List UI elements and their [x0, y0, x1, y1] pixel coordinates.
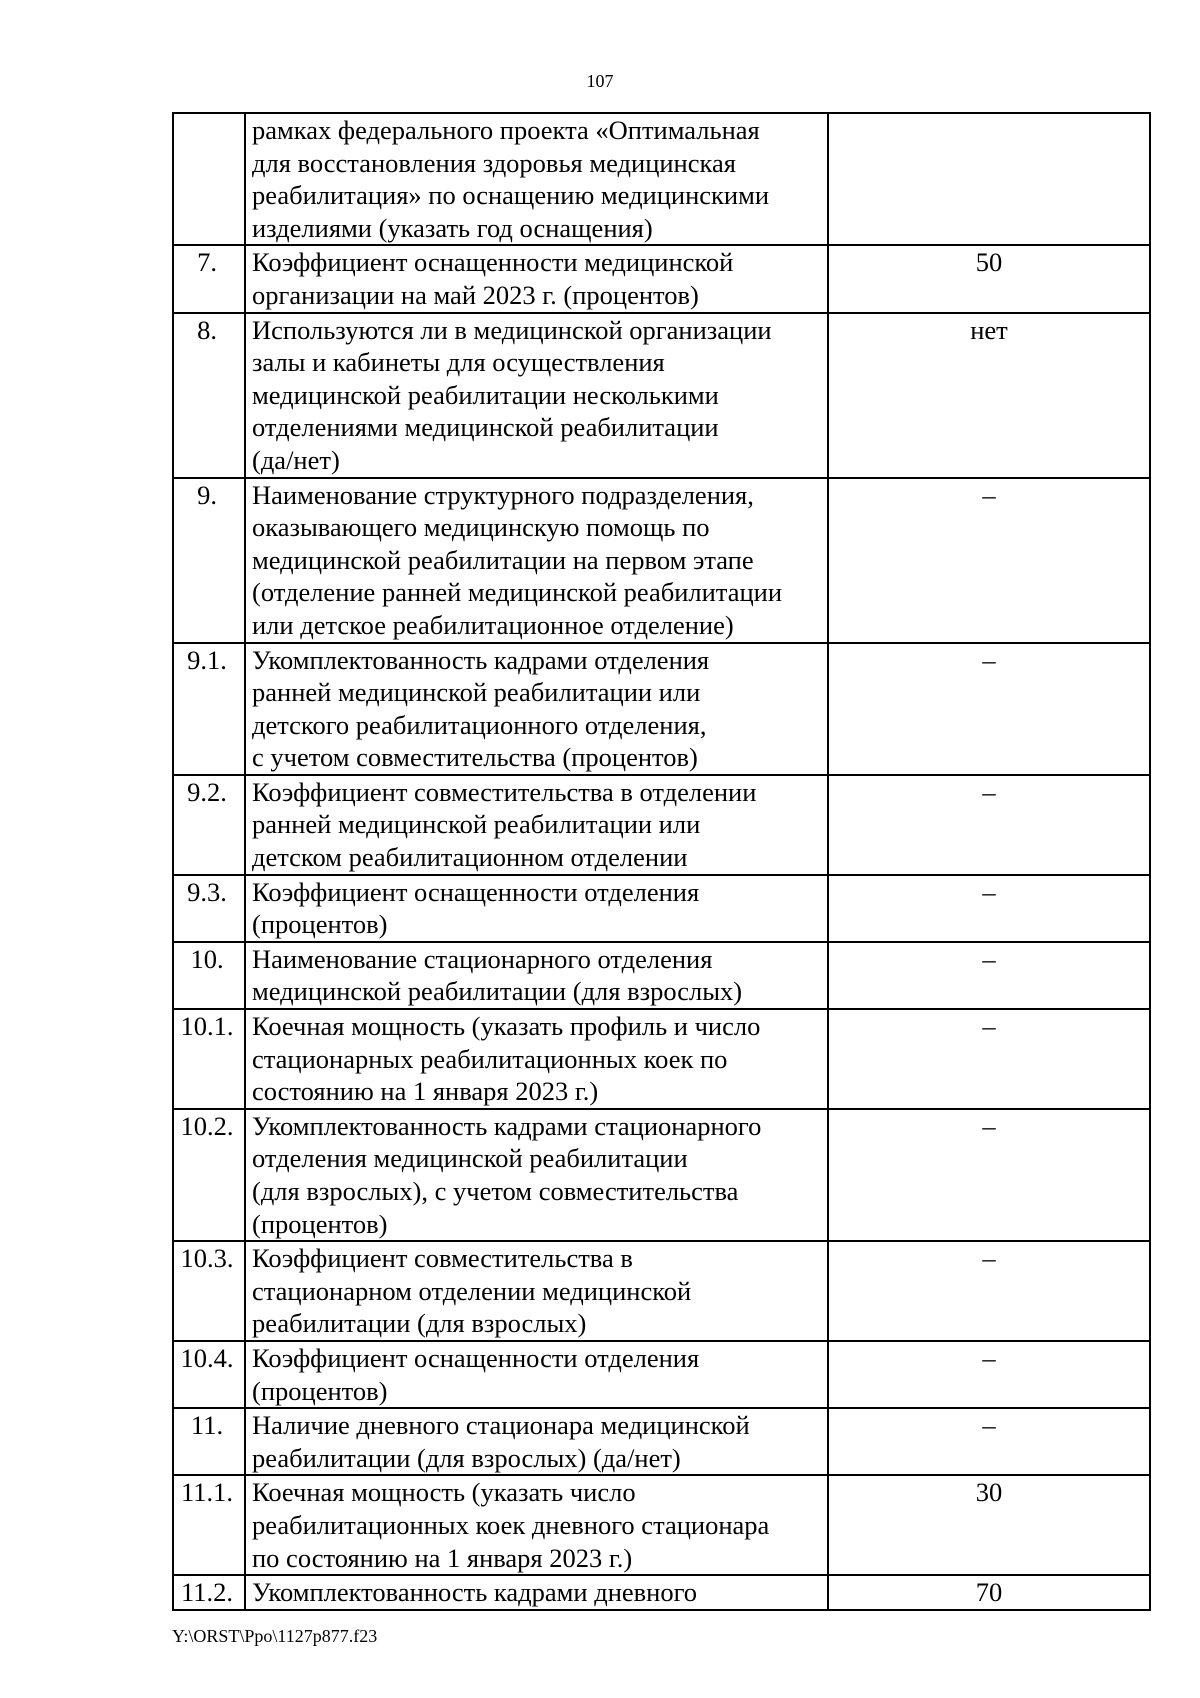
table-row	[173, 478, 1150, 643]
description-line: ранней медицинской реабилитации или	[252, 809, 701, 840]
row-description-cell	[245, 245, 828, 312]
row-number-cell: 9.3.	[173, 875, 245, 942]
description-line: с учетом совместительства (процентов)	[252, 742, 698, 773]
row-description-cell	[245, 1341, 828, 1408]
description-line: (для взрослых), с учетом совместительства	[252, 1176, 739, 1206]
row-number-cell: 9.1.	[173, 643, 245, 775]
description-line: отделениями медицинской реабилитации	[252, 412, 719, 443]
description-line: реабилитации (для взрослых) (да/нет)	[252, 1442, 681, 1473]
row-number-cell: 10.1.	[173, 1009, 245, 1109]
row-number-cell: 9.2.	[173, 775, 245, 875]
row-value-cell: 70	[828, 1575, 1150, 1610]
table-row	[173, 113, 1150, 245]
description-line: реабилитационных коек дневного стационара	[252, 1509, 770, 1540]
report-table-body	[173, 113, 1150, 1610]
description-line: реабилитация» по оснащению медицинскими	[252, 180, 770, 211]
table-row	[173, 1475, 1150, 1575]
row-value-cell: –	[828, 1009, 1150, 1109]
description-line: изделиями (указать год оснащения)	[252, 212, 653, 243]
description-line: Коэффициент совместительства в	[252, 1243, 633, 1274]
description-line: отделения медицинской реабилитации	[252, 1143, 688, 1174]
description-line: организации на май 2023 г. (процентов)	[252, 279, 699, 310]
row-description-cell	[245, 113, 828, 245]
table-row	[173, 1241, 1150, 1341]
row-value-cell: 50	[828, 245, 1150, 312]
table-row	[173, 245, 1150, 312]
row-description-cell	[245, 1475, 828, 1575]
row-value-cell: –	[828, 1408, 1150, 1475]
row-description-cell	[245, 478, 828, 643]
description-line: или детское реабилитационное отделение)	[252, 609, 734, 640]
row-number-cell: 8.	[173, 313, 245, 478]
table-row	[173, 775, 1150, 875]
description-line: рамках федерального проекта «Оптимальная	[252, 115, 760, 145]
row-description-cell	[245, 942, 828, 1009]
row-number-cell: 9.	[173, 478, 245, 643]
row-value-cell	[828, 113, 1150, 245]
description-line: медицинской реабилитации (для взрослых)	[252, 976, 743, 1007]
table-row	[173, 942, 1150, 1009]
row-description-cell	[245, 313, 828, 478]
description-line: (да/нет)	[252, 444, 340, 475]
description-line: Укомплектованность кадрами дневного	[252, 1577, 698, 1608]
description-line: Наличие дневного стационара медицинской	[252, 1410, 750, 1441]
description-line: по состоянию на 1 января 2023 г.)	[252, 1542, 633, 1573]
row-value-cell: нет	[828, 313, 1150, 478]
row-description-cell	[245, 1109, 828, 1241]
description-line: состоянию на 1 января 2023 г.)	[252, 1076, 599, 1107]
description-line: (процентов)	[252, 909, 388, 940]
description-line: Используются ли в медицинской организации	[252, 314, 772, 345]
row-number-cell: 10.3.	[173, 1241, 245, 1341]
table-row	[173, 1009, 1150, 1109]
row-value-cell: –	[828, 942, 1150, 1009]
row-number-cell: 11.	[173, 1408, 245, 1475]
row-value-cell: –	[828, 1341, 1150, 1408]
footer-file-path: Y:\ORST\Ppo\1127p877.f23	[172, 1626, 378, 1646]
description-line: Коэффициент оснащенности отделения	[252, 1342, 700, 1373]
description-line: медицинской реабилитации несколькими	[252, 379, 719, 410]
page-number: 107	[586, 71, 614, 91]
row-value-cell: –	[828, 478, 1150, 643]
table-row	[173, 313, 1150, 478]
description-line: медицинской реабилитации на первом этапе	[252, 544, 754, 575]
table-row	[173, 1109, 1150, 1241]
description-line: стационарном отделении медицинской	[252, 1275, 692, 1306]
row-value-cell: –	[828, 775, 1150, 875]
report-table	[172, 112, 1151, 1611]
row-number-cell: 11.2.	[173, 1575, 245, 1610]
row-value-cell: –	[828, 643, 1150, 775]
table-row	[173, 1408, 1150, 1475]
description-line: Наименование структурного подразделения,	[252, 479, 754, 510]
table-row	[173, 1575, 1150, 1610]
row-value-cell: 30	[828, 1475, 1150, 1575]
row-value-cell: –	[828, 875, 1150, 942]
row-description-cell	[245, 643, 828, 775]
row-description-cell	[245, 775, 828, 875]
description-line: Коэффициент оснащенности медицинской	[252, 247, 734, 278]
row-description-cell	[245, 1575, 828, 1610]
row-value-cell: –	[828, 1109, 1150, 1241]
row-value-cell: –	[828, 1241, 1150, 1341]
description-line: Коечная мощность (указать профиль и число	[252, 1011, 761, 1042]
description-line: (процентов)	[252, 1208, 388, 1239]
description-line: (отделение ранней медицинской реабилитации	[252, 577, 782, 608]
description-line: Наименование стационарного отделения	[252, 943, 713, 974]
description-line: детского реабилитационного отделения,	[252, 709, 707, 740]
row-number-cell: 10.4.	[173, 1341, 245, 1408]
description-line: Коэффициент совместительства в отделении	[252, 776, 757, 807]
description-line: Коечная мощность (указать число	[252, 1477, 636, 1508]
row-number-cell: 10.	[173, 942, 245, 1009]
description-line: ранней медицинской реабилитации или	[252, 677, 701, 708]
description-line: реабилитации (для взрослых)	[252, 1308, 587, 1339]
row-description-cell	[245, 1408, 828, 1475]
description-line: Укомплектованность кадрами стационарного	[252, 1110, 762, 1141]
table-row	[173, 875, 1150, 942]
table-row	[173, 1341, 1150, 1408]
table-row	[173, 643, 1150, 775]
row-description-cell	[245, 875, 828, 942]
row-description-cell	[245, 1241, 828, 1341]
description-line: залы и кабинеты для осуществления	[252, 347, 665, 378]
description-line: Укомплектованность кадрами отделения	[252, 644, 710, 675]
row-number-cell: 10.2.	[173, 1109, 245, 1241]
description-line: Коэффициент оснащенности отделения	[252, 876, 700, 907]
description-line: детском реабилитационном отделении	[252, 842, 688, 873]
description-line: оказывающего медицинскую помощь по	[252, 512, 710, 543]
row-description-cell	[245, 1009, 828, 1109]
row-number-cell	[173, 113, 245, 245]
row-number-cell: 7.	[173, 245, 245, 312]
row-number-cell: 11.1.	[173, 1475, 245, 1575]
description-line: стационарных реабилитационных коек по	[252, 1043, 728, 1074]
description-line: для восстановления здоровья медицинская	[252, 147, 736, 178]
description-line: (процентов)	[252, 1375, 388, 1406]
